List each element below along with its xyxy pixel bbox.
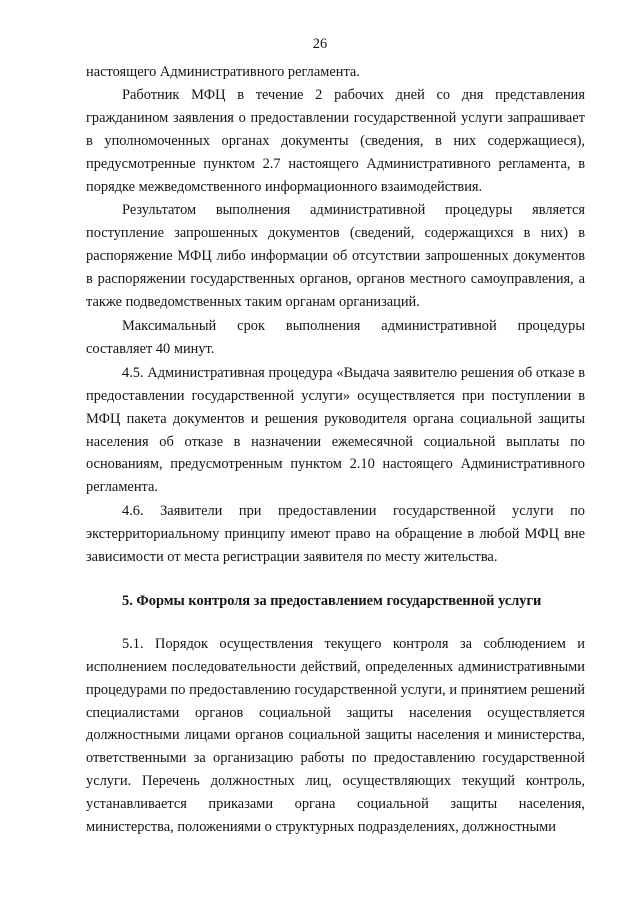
paragraph-5-1: 5.1. Порядок осуществления текущего контроля за соблюдением и исполнением последовательности действий, определенных административными процедурами по предоставлению государственной услуги, и принятием решений специалистами органов социальной защиты населения осуществляется должностными лицами органов социальной защиты населения и министерства, ответственными за организацию работы по предоставлению государственной услуги. Перечень должностных лиц, осуществляющих текущий контроль, устанавливается приказами органа социальной защиты населения, министерства, положениями о структурных подразделениях, должностными bbox=[86, 635, 585, 836]
paragraph-max-duration: Максимальный срок выполнения административной процедуры составляет 40 минут. bbox=[86, 317, 585, 357]
section-heading: 5. Формы контроля за предоставлением государственной услуги bbox=[122, 592, 542, 609]
paragraph-procedure-result: Результатом выполнения административной процедуры является поступление запрошенных документов (сведений, содержащихся в них) в распоряжение МФЦ либо информации об отсутствии запрошенных документов в распоряжении государственных органов, органов местного самоуправления, а также подведомственных таким органам организаций. bbox=[86, 202, 585, 311]
paragraph-continuation: настоящего Административного регламента. bbox=[86, 64, 360, 80]
page-number: 26 bbox=[312, 36, 328, 52]
paragraph-4-6: 4.6. Заявители при предоставлении государственной услуги по экстерриториальному принципу имеют право на обращение в любой МФЦ вне зависимости от места регистрации заявителя по месту жительства. bbox=[86, 503, 585, 566]
paragraph-4-5: 4.5. Административная процедура «Выдача заявителю решения об отказе в предоставлении государственной услуги» осуществляется при поступлении в МФЦ пакета документов и решения руководителя органа социальной защиты населения об отказе в назначении ежемесячной социальной выплаты по основаниям, предусмотренным пунктом 2.10 настоящего Административного регламента. bbox=[86, 364, 585, 496]
document-body bbox=[86, 61, 585, 839]
paragraph-mfc-request: Работник МФЦ в течение 2 рабочих дней со дня представления гражданином заявления о предоставлении государственной услуги запрашивает в уполномоченных органах документы (сведения, в них содержащиеся), предусмотренные пунктом 2.7 настоящего Административного регламента, в порядке межведомственного информационного взаимодействия. bbox=[86, 86, 585, 195]
